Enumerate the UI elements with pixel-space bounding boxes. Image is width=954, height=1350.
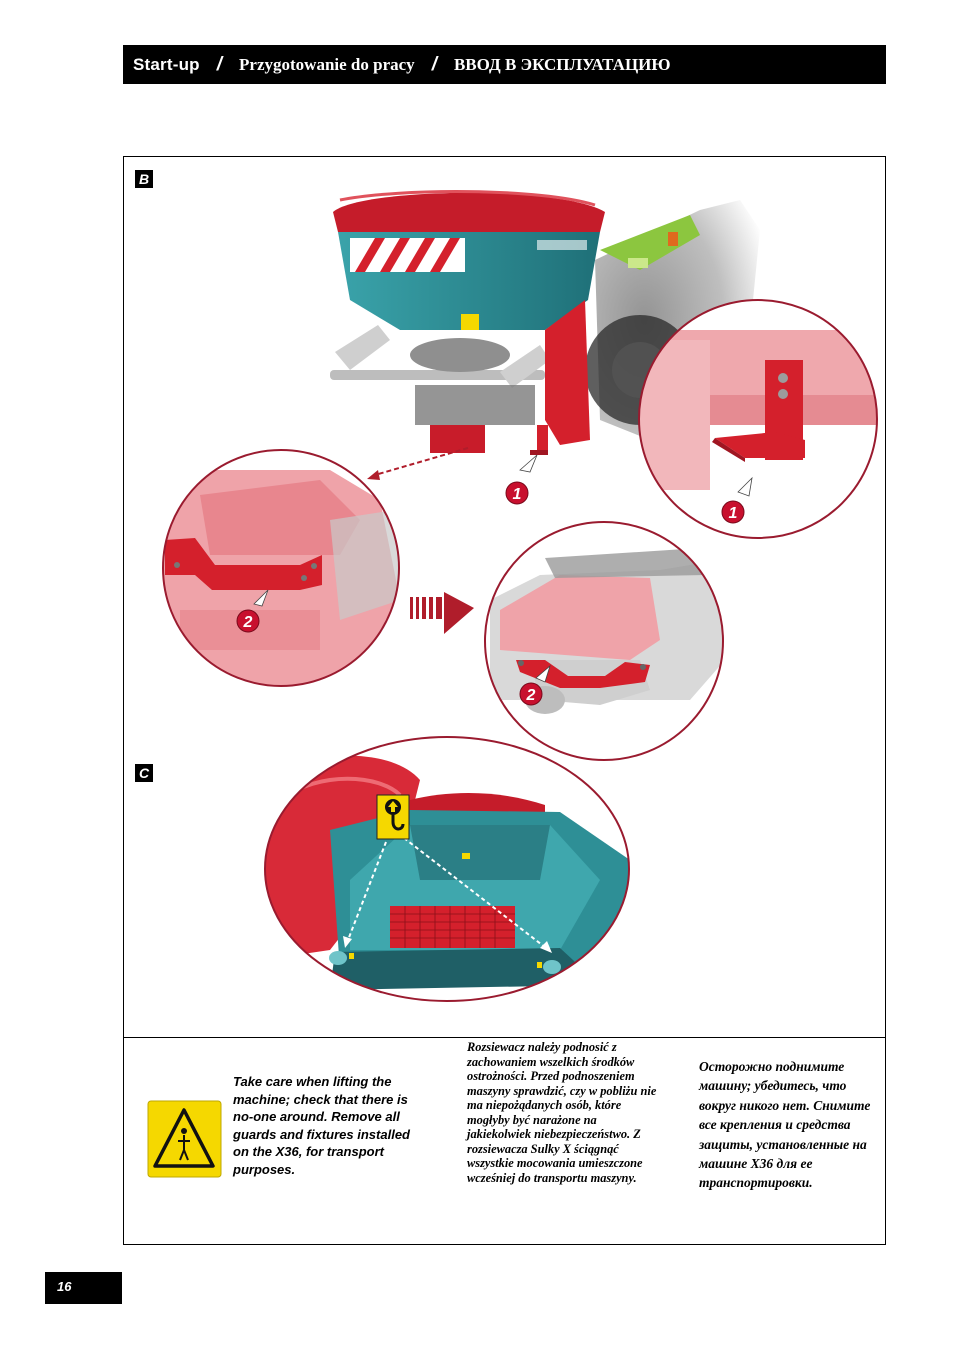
lifting-hook-icon [377,795,409,839]
header-title-en: Start-up [133,54,200,74]
header-separator: / [216,53,223,75]
transition-arrow [410,592,474,634]
detail-bracket-two-removed [485,522,725,760]
section-label-c: C [135,764,153,782]
header-title-ru: ВВОД В ЭКСПЛУАТАЦИЮ [453,54,671,74]
callout-one-label: 1 [728,505,738,522]
callout-one-label: 1 [512,486,522,503]
callout-two-label: 2 [243,614,253,631]
hopper-lifting-view [262,737,630,1001]
section-label-b: B [135,170,153,188]
header-separator: / [431,53,437,75]
page-number: 16 [45,1272,122,1304]
warning-text-ru: Осторожно поднимите машину; убедитесь, что вокруг никого нет. Снимите все крепления и средства защиты, установленные на машине X36 для ее транспортировки. [699,1059,871,1191]
detail-bracket-two-mounted [160,450,400,690]
person-hazard-icon [148,1101,221,1177]
warning-text-en: Take care when lifting the machine; check that there is no-one around. Remove all guards and fixtures installed on the X36, for transport purposes. [233,1074,410,1177]
header-title-pl: Przygotowanie do pracy [239,54,415,74]
callout-two-label: 2 [526,687,536,704]
detail-bracket-one [635,300,895,538]
warning-text-pl: Rozsiewacz należy podnosić z zachowaniem wszelkich środków ostrożności. Przed podnoszeniem maszyny sprawdzić, czy w pobliżu nie ma niepożądanych osób, które mogłyby być narażone na jakiekolwiek niebezpieczeństwo. Z rozsiewacza Sulky X ściągnąć wszystkie mocowania umieszczone wcześniej do transportu maszyny. [467,1040,657,1185]
